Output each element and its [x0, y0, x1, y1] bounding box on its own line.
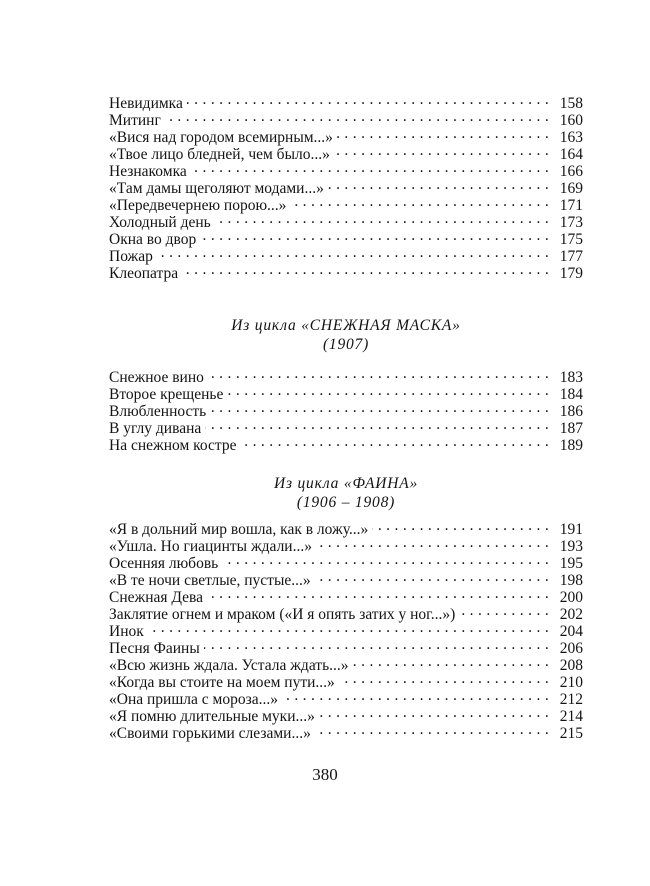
- toc-entry-page: 169: [549, 180, 583, 197]
- toc-entry-title: «Когда вы стоите на моем пути...»: [109, 674, 339, 691]
- section-heading-faina: [109, 474, 583, 512]
- toc-leader-dots: [187, 91, 549, 108]
- toc-leader-dots: [222, 551, 549, 568]
- toc-entry-title: «Своими горькими слезами...»: [109, 725, 315, 742]
- toc-leader-dots: [157, 244, 549, 261]
- toc-entry-title: Заклятие огнем и мраком («И я опять затих у ног...»): [109, 606, 459, 623]
- toc-entry: [109, 517, 583, 538]
- toc-leader-dots: [339, 670, 549, 687]
- toc-leader-dots: [215, 210, 549, 227]
- toc-entry: [109, 108, 583, 129]
- toc-leader-dots: [200, 227, 549, 244]
- toc-entry-title: В углу дивана: [109, 420, 205, 437]
- toc-entry-title: Окна во двор: [109, 231, 200, 248]
- toc-entry-page: 158: [549, 95, 583, 112]
- toc-entry: [109, 261, 583, 282]
- toc-entry-title: Второе крещенье: [109, 386, 227, 403]
- toc-entry-title: «Я в дольний мир вошла, как в ложу...»: [109, 521, 372, 538]
- toc-entry-page: 179: [549, 265, 583, 282]
- toc-leader-dots: [204, 636, 549, 653]
- toc-entry-title: Клеопатра: [109, 265, 182, 282]
- toc-entry-page: 202: [549, 606, 583, 623]
- toc-entry-title: Незнакомка: [109, 163, 191, 180]
- toc-entry: [109, 244, 583, 265]
- toc-leader-dots: [148, 619, 549, 636]
- toc-entry: [109, 636, 583, 657]
- toc-entry-page: 214: [549, 708, 583, 725]
- toc-leader-dots: [315, 568, 549, 585]
- toc-leader-dots: [319, 704, 549, 721]
- toc-entry-page: 206: [549, 640, 583, 657]
- section-heading-snow-mask: [109, 316, 583, 354]
- toc-entry-title: Холодный день: [109, 214, 215, 231]
- toc-list-faina: [109, 517, 583, 742]
- toc-entry-title: «Твое лицо бледней, чем было...»: [109, 146, 334, 163]
- toc-entry-page: 200: [549, 589, 583, 606]
- toc-entry-page: 212: [549, 691, 583, 708]
- toc-entry-title: Снежное вино: [109, 369, 208, 386]
- toc-entry-page: 215: [549, 725, 583, 742]
- toc-entry-page: 171: [549, 197, 583, 214]
- toc-leader-dots: [241, 433, 550, 450]
- toc-entry-page: 166: [549, 163, 583, 180]
- toc-entry-page: 198: [549, 572, 583, 589]
- toc-entry-page: 195: [549, 555, 583, 572]
- toc-entry-page: 160: [549, 112, 583, 129]
- toc-entry-title: «Ушла. Но гиацинты ждали...»: [109, 538, 316, 555]
- toc-entry: [109, 91, 583, 112]
- toc-entry: [109, 619, 583, 640]
- toc-entry-page: 204: [549, 623, 583, 640]
- toc-entry-page: 183: [549, 369, 583, 386]
- toc-entry-page: 208: [549, 657, 583, 674]
- toc-entry-title: Влюбленность: [109, 403, 210, 420]
- toc-entry-title: Митинг: [109, 112, 165, 129]
- toc-leader-dots: [227, 382, 549, 399]
- toc-entry-page: 191: [549, 521, 583, 538]
- toc-leader-dots: [165, 108, 549, 125]
- toc-entry-page: 186: [549, 403, 583, 420]
- toc-leader-dots: [210, 399, 549, 416]
- toc-leader-dots: [372, 517, 549, 534]
- toc-entry-title: «Передвечернею порою...»: [109, 197, 290, 214]
- toc-leader-dots: [290, 193, 549, 210]
- toc-leader-dots: [205, 416, 549, 433]
- toc-entry-page: 184: [549, 386, 583, 403]
- toc-list-snow-mask: [109, 365, 583, 454]
- toc-leader-dots: [353, 653, 549, 670]
- toc-leader-dots: [315, 721, 549, 738]
- page-number: 380: [312, 765, 338, 784]
- toc-entry-title: «Там дамы щеголяют модами...»: [109, 180, 328, 197]
- toc-entry-title: «Она пришла с мороза...»: [109, 691, 282, 708]
- section-years: (1907): [322, 336, 370, 353]
- toc-entry: [109, 365, 583, 386]
- toc-leader-dots: [191, 159, 549, 176]
- section-years: (1906 – 1908): [296, 494, 396, 511]
- toc-entry-title: Снежная Дева: [109, 589, 207, 606]
- toc-entry-page: 177: [549, 248, 583, 265]
- toc-entry-page: 173: [549, 214, 583, 231]
- toc-entry-title: Инок: [109, 623, 148, 640]
- toc-entry-title: «Вися над городом всемирным...»: [109, 129, 337, 146]
- toc-entry-page: 210: [549, 674, 583, 691]
- toc-leader-dots: [316, 534, 549, 551]
- toc-leader-dots: [208, 365, 549, 382]
- section-title: Из цикла «СНЕЖНАЯ МАСКА»: [231, 317, 461, 334]
- toc-list-top: [109, 91, 583, 282]
- toc-entry-title: Невидимка: [109, 95, 187, 112]
- toc-leader-dots: [334, 142, 549, 159]
- toc-entry-title: Песня Фаины: [109, 640, 204, 657]
- toc-entry-title: «Я помню длительные муки...»: [109, 708, 319, 725]
- toc-leader-dots: [182, 261, 549, 278]
- toc-entry-page: 189: [549, 437, 583, 454]
- toc-leader-dots: [328, 176, 549, 193]
- toc-entry-title: «Всю жизнь ждала. Устала ждать...»: [109, 657, 353, 674]
- toc-entry-title: Осенняя любовь: [109, 555, 222, 572]
- toc-leader-dots: [282, 687, 549, 704]
- toc-entry-title: «В те ночи светлые, пустые...»: [109, 572, 315, 589]
- toc-entry-title: Пожар: [109, 248, 157, 265]
- toc-leader-dots: [207, 585, 549, 602]
- toc-entry-page: 193: [549, 538, 583, 555]
- toc-entry-page: 163: [549, 129, 583, 146]
- toc-leader-dots: [459, 602, 549, 619]
- section-title: Из цикла «ФАИНА»: [273, 475, 419, 492]
- toc-leader-dots: [337, 125, 549, 142]
- toc-entry: [109, 125, 583, 146]
- toc-entry-title: На снежном костре: [109, 437, 241, 454]
- toc-entry-page: 164: [549, 146, 583, 163]
- toc-entry-page: 175: [549, 231, 583, 248]
- toc-entry-page: 187: [549, 420, 583, 437]
